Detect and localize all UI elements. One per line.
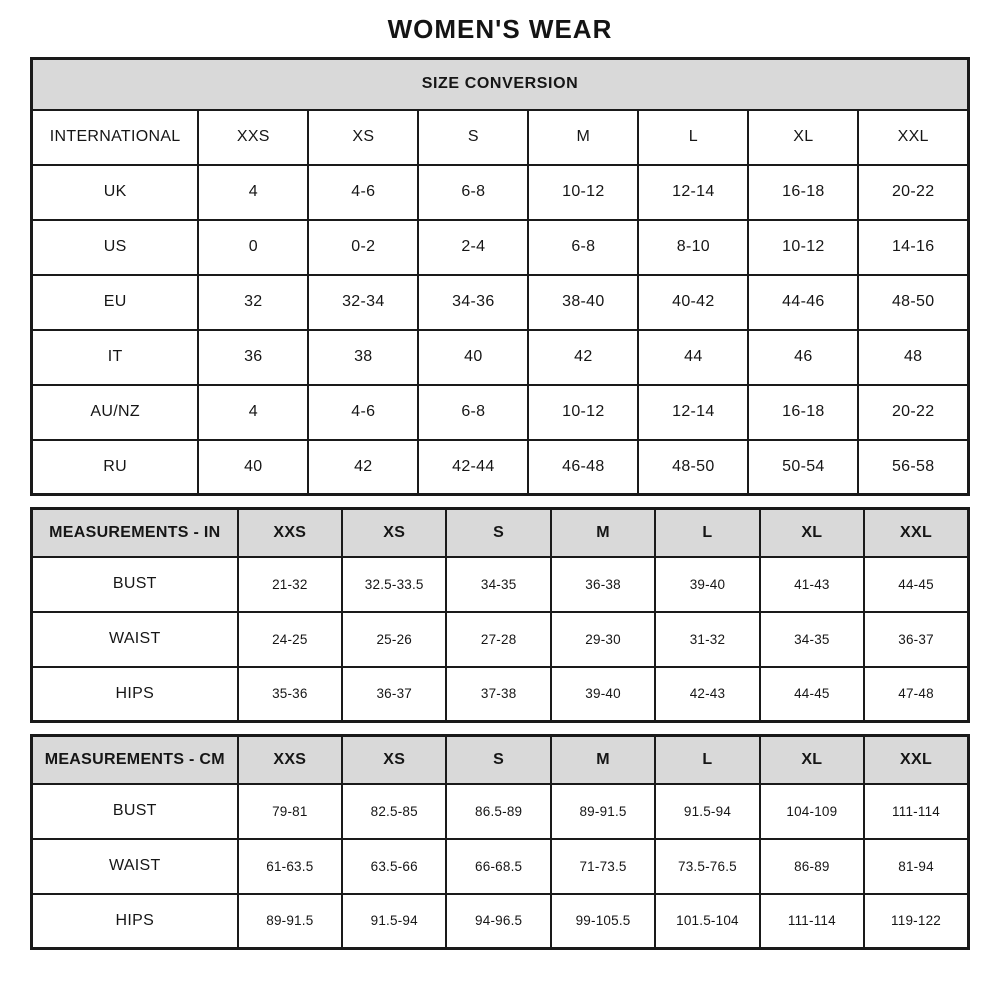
measurement-value-cell: 36-37 [342,667,446,722]
measurement-value-cell: 36-37 [864,612,968,667]
size-value-cell: 42 [528,330,638,385]
size-value-cell: 40 [418,330,528,385]
row-label: AU/NZ [32,385,199,440]
table-row-us [32,220,969,275]
size-value-cell: 4-6 [308,385,418,440]
measurement-value-cell: 99-105.5 [551,894,655,949]
measurement-value-cell: 73.5-76.5 [655,839,759,894]
size-value-cell: 36 [198,330,308,385]
size-value-cell: 46-48 [528,440,638,495]
size-column-header: XL [760,509,864,557]
measurement-value-cell: 32.5-33.5 [342,557,446,612]
size-value-cell: 6-8 [418,385,528,440]
size-column-header: XXL [864,509,968,557]
size-column-header: XL [760,736,864,784]
measurements-cm-header: MEASUREMENTS - CM [32,736,238,784]
size-value-cell: 48-50 [638,440,748,495]
size-value-cell: 6-8 [528,220,638,275]
size-value-cell: 46 [748,330,858,385]
column-header-row [32,110,969,165]
size-value-cell: 20-22 [858,385,968,440]
size-value-cell: 10-12 [528,385,638,440]
measurement-value-cell: 111-114 [760,894,864,949]
row-label: EU [32,275,199,330]
size-value-cell: 32 [198,275,308,330]
size-column-header: M [551,736,655,784]
size-column-header: L [638,110,748,165]
table-row-waist-in [32,612,969,667]
measurement-value-cell: 71-73.5 [551,839,655,894]
measurement-value-cell: 101.5-104 [655,894,759,949]
table-row-bust-in [32,557,969,612]
measurement-value-cell: 44-45 [864,557,968,612]
size-value-cell: 16-18 [748,165,858,220]
table-row-waist-cm [32,839,969,894]
measurement-value-cell: 89-91.5 [238,894,342,949]
size-value-cell: 2-4 [418,220,528,275]
measurement-value-cell: 111-114 [864,784,968,839]
size-column-header: XXS [238,509,342,557]
measurement-value-cell: 21-32 [238,557,342,612]
measurement-value-cell: 86.5-89 [446,784,550,839]
measurement-value-cell: 39-40 [655,557,759,612]
measurement-value-cell: 104-109 [760,784,864,839]
size-value-cell: 10-12 [748,220,858,275]
size-value-cell: 44 [638,330,748,385]
size-column-header: XL [748,110,858,165]
size-value-cell: 48-50 [858,275,968,330]
measurement-value-cell: 119-122 [864,894,968,949]
table-row-hips-in [32,667,969,722]
size-column-header: M [528,110,638,165]
size-value-cell: 20-22 [858,165,968,220]
measurement-value-cell: 35-36 [238,667,342,722]
size-conversion-header: SIZE CONVERSION [32,59,969,110]
size-column-header: XXS [198,110,308,165]
size-column-header: XXL [858,110,968,165]
measurement-value-cell: 61-63.5 [238,839,342,894]
measurement-value-cell: 31-32 [655,612,759,667]
size-value-cell: 42 [308,440,418,495]
measurement-value-cell: 82.5-85 [342,784,446,839]
measurements-in-table [30,507,970,723]
size-value-cell: 0-2 [308,220,418,275]
row-label: US [32,220,199,275]
measurement-value-cell: 39-40 [551,667,655,722]
table-row-aunz [32,385,969,440]
size-value-cell: 12-14 [638,165,748,220]
size-value-cell: 40-42 [638,275,748,330]
size-value-cell: 6-8 [418,165,528,220]
row-label: IT [32,330,199,385]
size-column-header: S [418,110,528,165]
table-header-row [32,509,969,557]
size-conversion-table [30,57,970,496]
size-column-header: L [655,736,759,784]
measurement-value-cell: 34-35 [760,612,864,667]
table-row-ru [32,440,969,495]
size-value-cell: 16-18 [748,385,858,440]
measurement-value-cell: 86-89 [760,839,864,894]
size-column-header: XS [308,110,418,165]
measurement-value-cell: 34-35 [446,557,550,612]
size-value-cell: 40 [198,440,308,495]
measurement-value-cell: 25-26 [342,612,446,667]
table-row-eu [32,275,969,330]
table-row-it [32,330,969,385]
measurement-value-cell: 91.5-94 [342,894,446,949]
size-column-header: XXS [238,736,342,784]
size-column-header: S [446,509,550,557]
row-label: WAIST [32,839,238,894]
measurement-value-cell: 81-94 [864,839,968,894]
size-value-cell: 32-34 [308,275,418,330]
size-column-header: XS [342,736,446,784]
measurement-value-cell: 36-38 [551,557,655,612]
measurement-value-cell: 91.5-94 [655,784,759,839]
size-value-cell: 44-46 [748,275,858,330]
measurement-value-cell: 29-30 [551,612,655,667]
measurement-value-cell: 63.5-66 [342,839,446,894]
size-column-header: S [446,736,550,784]
size-column-header: L [655,509,759,557]
size-value-cell: 42-44 [418,440,528,495]
measurement-value-cell: 47-48 [864,667,968,722]
row-label: UK [32,165,199,220]
size-value-cell: 4 [198,385,308,440]
measurement-value-cell: 42-43 [655,667,759,722]
size-value-cell: 14-16 [858,220,968,275]
row-label: RU [32,440,199,495]
row-label: WAIST [32,612,238,667]
size-value-cell: 0 [198,220,308,275]
size-value-cell: 4 [198,165,308,220]
size-column-header: XXL [864,736,968,784]
table-row-hips-cm [32,894,969,949]
measurement-value-cell: 89-91.5 [551,784,655,839]
measurement-value-cell: 24-25 [238,612,342,667]
size-value-cell: 34-36 [418,275,528,330]
size-column-header: XS [342,509,446,557]
size-value-cell: 8-10 [638,220,748,275]
row-label: HIPS [32,894,238,949]
size-value-cell: 48 [858,330,968,385]
measurement-value-cell: 44-45 [760,667,864,722]
measurement-value-cell: 27-28 [446,612,550,667]
measurement-value-cell: 37-38 [446,667,550,722]
measurements-in-header: MEASUREMENTS - IN [32,509,238,557]
measurement-value-cell: 79-81 [238,784,342,839]
table-row-uk [32,165,969,220]
measurements-cm-table [30,734,970,950]
column-header-international: INTERNATIONAL [32,110,199,165]
size-value-cell: 38-40 [528,275,638,330]
table-title-row [32,59,969,110]
measurement-value-cell: 41-43 [760,557,864,612]
size-value-cell: 4-6 [308,165,418,220]
size-value-cell: 56-58 [858,440,968,495]
size-value-cell: 12-14 [638,385,748,440]
row-label: BUST [32,784,238,839]
size-value-cell: 38 [308,330,418,385]
table-header-row [32,736,969,784]
size-value-cell: 10-12 [528,165,638,220]
row-label: HIPS [32,667,238,722]
measurement-value-cell: 94-96.5 [446,894,550,949]
row-label: BUST [32,557,238,612]
page-title: WOMEN'S WEAR [387,14,613,44]
size-value-cell: 50-54 [748,440,858,495]
table-row-bust-cm [32,784,969,839]
size-column-header: M [551,509,655,557]
measurement-value-cell: 66-68.5 [446,839,550,894]
